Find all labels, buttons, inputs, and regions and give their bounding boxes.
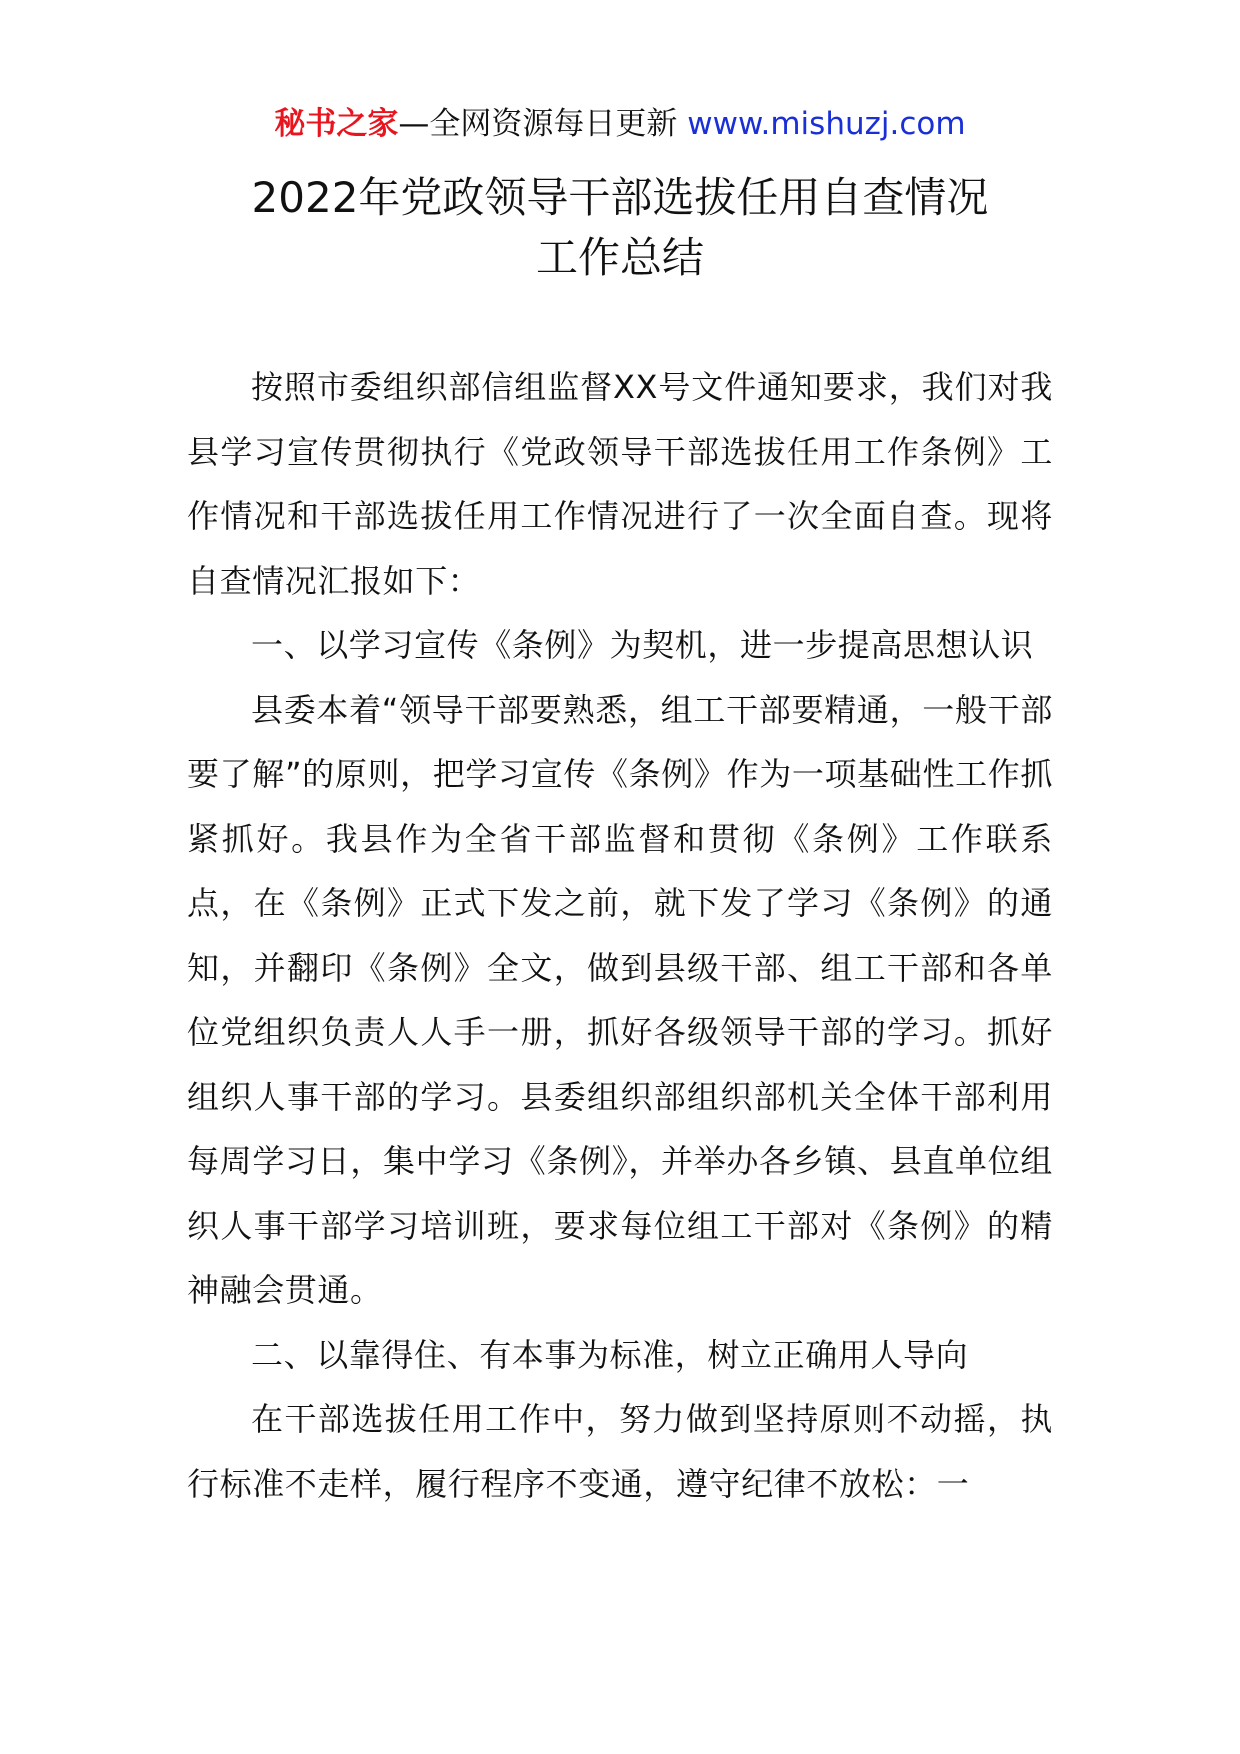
document-title-line-2: 工作总结 bbox=[535, 233, 704, 282]
section-1-heading: 一、以学习宣传《条例》为契机，进一步提高思想认识 bbox=[251, 626, 1034, 664]
site-watermark-header bbox=[0, 104, 1240, 144]
intro-paragraph: 按照市委组织部信组监督XX号文件通知要求，我们对我县学习宣传贯彻执行《党政领导干部选拔任用工作条例》工作情况和干部选拔任用工作情况进行了一次全面自查。现将自查情况汇报如下： bbox=[187, 368, 1053, 600]
site-brand-name: 秘书之家 bbox=[274, 106, 399, 142]
document-title bbox=[150, 168, 1090, 288]
site-tagline: —全网资源每日更新 bbox=[398, 106, 678, 142]
section-2-paragraph: 在干部选拔任用工作中，努力做到坚持原则不动摇，执行标准不走样，履行程序不变通，遵守纪律不放松：一 bbox=[187, 1400, 1053, 1503]
section-1-paragraph: 县委本着“领导干部要熟悉，组工干部要精通，一般干部要了解”的原则，把学习宣传《条例》作为一项基础性工作抓紧抓好。我县作为全省干部监督和贯彻《条例》工作联系点，在《条例》正式下发之前，就下发了学习《条例》的通知，并翻印《条例》全文，做到县级干部、组工干部和各单位党组织负责人人手一册，抓好各级领导干部的学习。抓好组织人事干部的学习。县委组织部组织部机关全体干部利用每周学习日，集中学习《条例》，并举办各乡镇、县直单位组织人事干部学习培训班，要求每位组工干部对《条例》的精神融会贯通。 bbox=[187, 690, 1053, 1309]
section-2-heading: 二、以靠得住、有本事为标准，树立正确用人导向 bbox=[251, 1335, 969, 1374]
site-url-link[interactable]: www.mishuzj.com bbox=[687, 106, 966, 142]
document-body bbox=[187, 355, 1053, 1516]
document-title-line-1: 2022年党政领导干部选拔任用自查情况 bbox=[251, 173, 989, 222]
